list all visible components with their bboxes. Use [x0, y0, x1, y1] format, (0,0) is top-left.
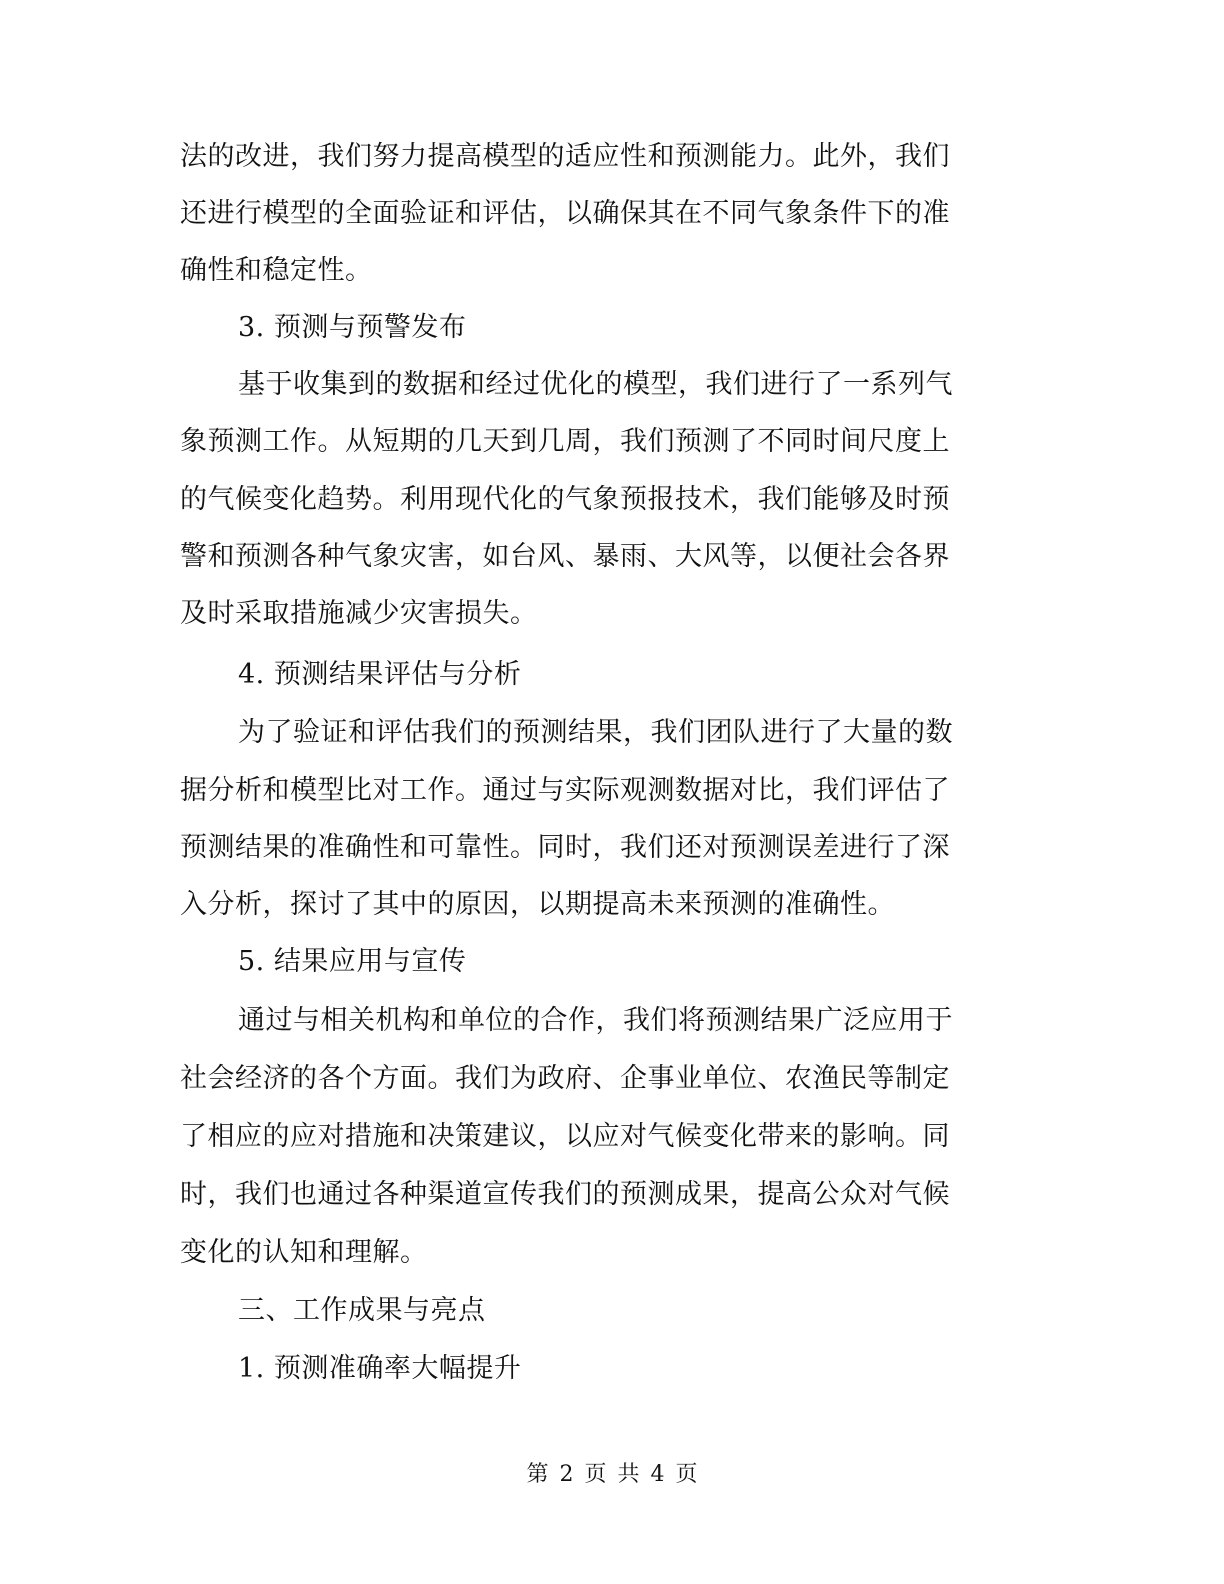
body-text-line: 通过与相关机构和单位的合作，我们将预测结果广泛应用于 [238, 1005, 953, 1036]
body-text-line: 了相应的应对措施和决策建议，以应对气候变化带来的影响。同 [180, 1121, 950, 1152]
body-text-line: 基于收集到的数据和经过优化的模型，我们进行了一系列气 [238, 369, 953, 400]
body-text-line: 社会经济的各个方面。我们为政府、企事业单位、农渔民等制定 [180, 1063, 950, 1094]
body-text-line: 变化的认知和理解。 [180, 1237, 428, 1268]
body-text-line: 为了验证和评估我们的预测结果，我们团队进行了大量的数 [238, 717, 953, 748]
page-footer: 第 2 页 共 4 页 [526, 1462, 698, 1487]
body-text-line: 法的改进，我们努力提高模型的适应性和预测能力。此外，我们 [180, 141, 950, 172]
body-text-line: 象预测工作。从短期的几天到几周，我们预测了不同时间尺度上 [180, 426, 950, 457]
body-text-line: 入分析，探讨了其中的原因，以期提高未来预测的准确性。 [180, 889, 895, 920]
body-text-line: 还进行模型的全面验证和评估，以确保其在不同气象条件下的准 [180, 198, 950, 229]
section-heading: 3. 预测与预警发布 [238, 312, 467, 343]
body-text-line: 的气候变化趋势。利用现代化的气象预报技术，我们能够及时预 [180, 484, 950, 515]
section-heading: 4. 预测结果评估与分析 [238, 659, 522, 690]
body-text-line: 预测结果的准确性和可靠性。同时，我们还对预测误差进行了深 [180, 832, 950, 863]
body-text-line: 时，我们也通过各种渠道宣传我们的预测成果，提高公众对气候 [180, 1179, 950, 1210]
section-heading: 5. 结果应用与宣传 [238, 946, 467, 977]
body-text-line: 及时采取措施减少灾害损失。 [180, 598, 538, 629]
body-text-line: 警和预测各种气象灾害，如台风、暴雨、大风等，以便社会各界 [180, 541, 950, 572]
chapter-heading: 三、工作成果与亮点 [238, 1295, 486, 1326]
body-text-line: 确性和稳定性。 [180, 255, 373, 286]
body-text-line: 据分析和模型比对工作。通过与实际观测数据对比，我们评估了 [180, 775, 950, 806]
section-heading: 1. 预测准确率大幅提升 [238, 1353, 522, 1384]
